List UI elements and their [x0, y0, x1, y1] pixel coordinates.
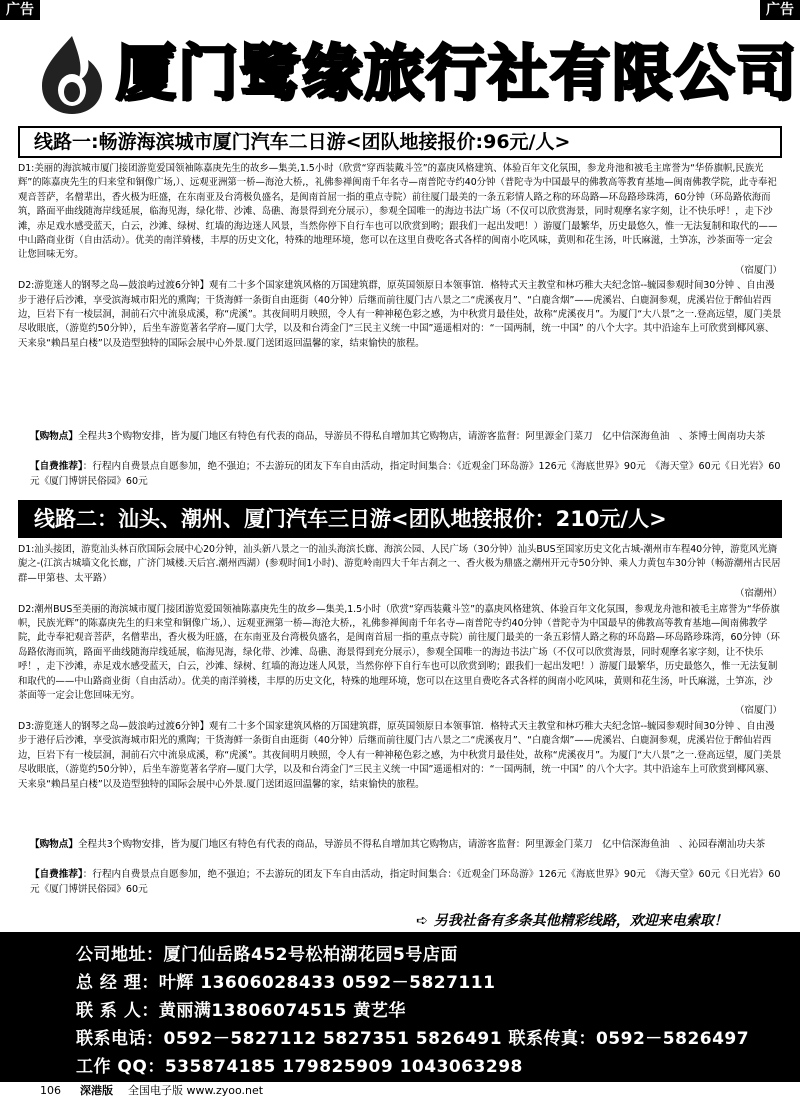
- route1-optional-label: 【自费推荐】: [30, 461, 83, 472]
- route1-optional-text: ：行程内自费景点自愿参加，绝不强迫；不去游玩的团友下车自由活动，指定时间集合：《近观金门环岛游》126元《海底世界》90元 《海天堂》60元《日光岩》60元《厦门博饼民俗园》60元: [30, 461, 781, 487]
- person-label: 联 系 人：: [76, 1001, 159, 1021]
- contact-phone: [76, 1024, 749, 1049]
- route2-day2-lodging: （宿厦门）: [735, 705, 782, 717]
- route2-day1-lodging: （宿潮州）: [735, 588, 782, 600]
- route1-itinerary: [18, 162, 782, 352]
- route2-shopping: [30, 838, 782, 853]
- ad-tag-left: 广告: [0, 0, 40, 20]
- flame-drop-logo-icon: [36, 34, 108, 116]
- route2-shopping-text: 全程共3个购物安排，皆为厦门地区有特色有代表的商品，导游员不得私自增加其它购物店，请游客监督：阿里源金门菜刀 亿中信深海鱼油 、沁园春潮汕功夫茶: [77, 839, 766, 850]
- address-label: 公司地址：: [76, 945, 164, 965]
- address-value: 厦门仙岳路452号松柏湖花园5号店面: [163, 945, 458, 965]
- phone-value: 0592－5827112 5827351 5826491 联系传真：0592－5826497: [163, 1029, 750, 1049]
- phone-label: 联系电话：: [76, 1029, 164, 1049]
- more-routes-text: 另我社备有多条其他精彩线路，欢迎来电索取！: [433, 913, 728, 929]
- route1-day1: D1:美丽的海滨城市厦门接团游览爱国领袖陈嘉庚先生的故乡—集美,1.5小时（欣赏“穿西装戴斗笠”的嘉庚风格建筑、体验百年文化氛围，参龙舟池和被毛主席誉为“华侨旗帜,民族光辉”的陈嘉庚先生的归来堂和铜像广场,）、远观亚洲第一桥—海沧大桥,，礼佛参禅闽南千年名寺—南普陀寺约40分钟（普陀寺为中国最早的佛教高等教育基地—闽南佛教学院，此寺奉祀观音菩萨，名僧辈出，香火极为旺盛，在东南亚及台湾极负盛名，是闽南首屈一指的重点寺院）前往厦门最美的一条五彩情人路之称的环岛路—环岛路珍珠湾，60分钟（环岛路依海而筑，路面平曲线随海岸线延展，临海见海，绿化带、沙滩、岛礁、海景得到充分展示），参观全国唯一的海边书法广场（不仅可以欣赏海景，同时观摩名家字刻，让不快乐呼！，走下沙滩，赤足戏水感受蓝天，白云，沙滩、绿树、红墙的海边迷人风景，当然你停下自行车也可以欣赏到哟；跟我们一起出发吧！）游厦门最繁华，历史最悠久，惟一无法复制和取代的——中山路商业街（自由活动）。优美的南洋骑楼，丰厚的历史文化，特殊的地理环境，您可以在这里自费吃各式各样的闽南小吃风味，黄则和花生汤，叶氏麻滋，土笋冻，沙茶面等一定会让您回味无穷。: [18, 163, 778, 261]
- person-value: 黄丽满13806074515 黄艺华: [158, 1001, 406, 1021]
- company-header: [36, 30, 798, 122]
- manager-label: 总 经 理：: [76, 973, 159, 993]
- qq-value: 535874185 179825909 1043063298: [164, 1057, 523, 1077]
- route2-optional-text: ：行程内自费景点自愿参加，绝不强迫；不去游玩的团友下车自由活动，指定时间集合：《近观金门环岛游》126元《海底世界》90元 《海天堂》60元《日光岩》60元《厦门博饼民俗园》60元: [30, 869, 781, 895]
- route2-day3: D3:游览迷人的钢琴之岛—鼓浪屿过渡6分钟】观有二十多个国家建筑风格的万国建筑群，原英国领原日本领事馆．格特式天主教堂和林巧稚大夫纪念馆--毓园参观时间30分钟 、自由漫步于港仔后沙滩，享受滨海城市阳光的熏陶；干货海鲜一条街自由逛街（40分钟）后继而前往厦门古八景之二“虎溪夜月”、“白鹿含烟”——虎溪岩、白鹿洞参观，虎溪岩位于醉仙岩西边，巨岩下有一棱层洞，洞前石穴中流泉成溪，称“虎溪”。其夜间明月映照，令人有一种神秘色彩之感，为中秋赏月最佳处，故称“虎溪夜月”。为厦门“大八景”之一.登高远望，厦门美景尽收眼底，（游览约50分钟），后坐车游览著名学府—厦门大学，以及和台湾金门“三民主义统一中国”遥遥相对的：“一国两制，统一中国” 的八个大字。其中沿途车上可欣赏到椰风寨、天来泉“赖昌星白楼”以及造型独特的国际会展中心外景.厦门送团返回温馨的家，结束愉快的旅程。: [18, 720, 782, 790]
- company-name: 厦门鹭缘旅行社有限公司: [116, 39, 798, 109]
- contact-person: [76, 996, 406, 1021]
- route1-day1-lodging: （宿厦门）: [735, 264, 782, 276]
- route2-itinerary: [18, 543, 782, 793]
- route2-optional: [30, 868, 782, 898]
- route1-day2: D2:游览迷人的钢琴之岛—鼓浪屿过渡6分钟】观有二十多个国家建筑风格的万国建筑群，原英国领原日本领事馆．格特式天主教堂和林巧稚大夫纪念馆--毓园参观时间30分钟 、自由漫步于港仔后沙滩，享受滨海城市阳光的熏陶；干货海鲜一条街自由逛街（40分钟）后继而前往厦门古八景之二“虎溪夜月”、“白鹿含烟”——虎溪岩、白鹿洞参观，虎溪岩位于醉仙岩西边，巨岩下有一棱层洞，洞前石穴中流泉成溪，称“虎溪”。其夜间明月映照，令人有一种神秘色彩之感，为中秋赏月最佳处，故称“虎溪夜月”。为厦门“大八景”之一.登高远望，厦门美景尽收眼底，（游览约50分钟），后坐车游览著名学府—厦门大学，以及和台湾金门“三民主义统一中国”遥遥相对的：“一国两制，统一中国” 的八个大字。其中沿途车上可欣赏到椰风寨、天来泉“赖昌星白楼”以及造型独特的国际会展中心外景.厦门送团返回温馨的家，结束愉快的旅程。: [18, 280, 782, 349]
- route1-title: 线路一:畅游海滨城市厦门汽车二日游<团队地接报价:96元/人>: [18, 126, 782, 158]
- route2-optional-label: 【自费推荐】: [30, 869, 83, 880]
- route1-shopping: [30, 430, 782, 445]
- ad-tag-right: 广告: [760, 0, 800, 20]
- manager-value: 叶辉 13606028433 0592－5827111: [158, 973, 496, 993]
- contact-panel: [0, 932, 800, 1082]
- contact-qq: [76, 1052, 523, 1077]
- route2-title: 线路二：汕头、潮州、厦门汽车三日游<团队地接报价：210元/人>: [18, 500, 782, 538]
- route2-shopping-label: 【购物点】: [30, 839, 78, 850]
- more-routes-note: [416, 910, 728, 930]
- contact-address: [76, 940, 458, 965]
- contact-manager: [76, 968, 495, 993]
- national-edition-link[interactable]: 全国电子版 www.zyoo.net: [128, 1084, 264, 1097]
- route1-shopping-label: 【购物点】: [30, 431, 78, 442]
- arrow-right-icon: ➪: [416, 913, 428, 929]
- route2-day2: D2:潮州BUS至美丽的海滨城市厦门接团游览爱国领袖陈嘉庚先生的故乡—集美,1.5小时（欣赏“穿西装戴斗笠”的嘉庚风格建筑、体验百年文化氛围，参观龙舟池和被毛主席誉为“华侨旗帜，民族光辉”的陈嘉庚先生的归来堂和铜像广场,）、远观亚洲第一桥—海沧大桥,，礼佛参禅闽南千年名寺—南普陀寺约40分钟（普陀寺为中国最早的佛教高等教育基地—闽南佛教学院，此寺奉祀观音菩萨，名僧辈出，香火极为旺盛，在东南亚及台湾极负盛名，是闽南首屈一指的重点寺院）前往厦门最美的一条五彩情人路之称的环岛路—环岛路珍珠湾，60分钟（环岛路依海而筑，路面平曲线随海岸线延展，临海见海，绿化带、沙滩、岛礁、海景得到充分展示），参观全国唯一的海边书法广场（不仅可以欣赏海景，同时观摩名家字刻，让不快乐呼！，走下沙滩，赤足戏水感受蓝天，白云，沙滩、绿树、红墙的海边迷人风景，当然你停下自行车也可以欣赏到哟；跟我们一起出发吧！）游厦门最繁华，历史最悠久，惟一无法复制和取代的——中山路商业街（自由活动）。优美的南洋骑楼，丰厚的历史文化，特殊的地理环境，您可以在这里自费吃各式各样的闽南小吃风味，黄则和花生汤，叶氏麻滋，土笋冻，沙茶面等一定会让您回味无穷。: [18, 603, 780, 702]
- page-footer: [0, 1082, 800, 1100]
- route1-optional: [30, 460, 782, 490]
- route2-day1: D1:汕头接团，游览汕头林百欣国际会展中心20分钟，汕头新八景之一的汕头海滨长廊、海滨公园、人民广场（30分钟）汕头BUS至国家历史文化古城-潮州市车程40分钟，游览风光旖旎之-(江滨古城墙文化长廊，广济门城楼.天后宫.潮州西湖）(参观时间1小时)、游览岭南四大千年古刹之一、香火极为鼎盛之潮州开元寺50分钟、乘人力黄包车30分钟（畅游潮州古民居群—甲第巷、太平路）: [18, 544, 781, 584]
- route1-shopping-text: 全程共3个购物安排，皆为厦门地区有特色有代表的商品，导游员不得私自增加其它购物店，请游客监督：阿里源金门菜刀 亿中信深海鱼油 、茶博士闽南功夫茶: [77, 431, 766, 442]
- edition-label: 深港版: [80, 1084, 113, 1097]
- qq-label: 工作 QQ：: [76, 1057, 165, 1077]
- page-number: 106: [40, 1084, 61, 1097]
